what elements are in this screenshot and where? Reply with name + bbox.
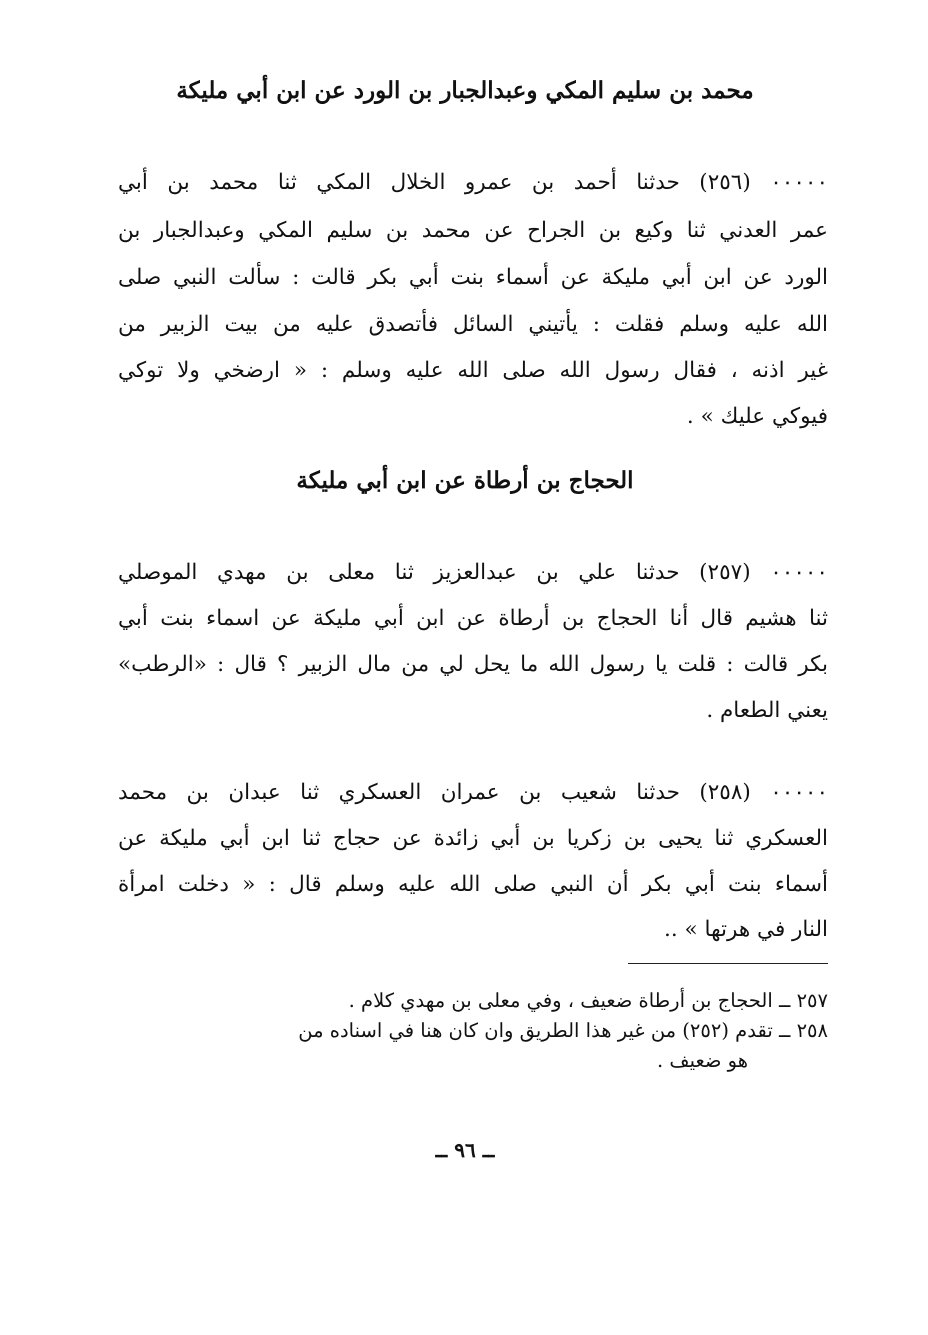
text-line: أسماء بنت أبي بكر أن النبي صلى الله عليه وسلم قال : « دخلت امرأة — [118, 872, 828, 897]
text-line: عمر العدني ثنا وكيع بن الجراح عن محمد بن سليم المكي وعبدالجبار بن — [118, 218, 828, 243]
text-line: الله عليه وسلم فقلت : يأتيني السائل فأتصدق عليه من بيت الزبير من — [118, 312, 828, 337]
text-line: العسكري ثنا يحيى بن زكريا بن أبي زائدة عن حجاج ثنا ابن أبي مليكة عن — [118, 826, 828, 851]
footnote-line: ٢٥٧ ــ الحجاج بن أرطاة ضعيف ، وفي معلى بن مهدي كلام . — [348, 989, 828, 1012]
text-line: ٠٠٠٠٠ (٢٥٧) حدثنا علي بن عبدالعزيز ثنا معلى بن مهدي الموصلي — [118, 560, 828, 585]
footnote-divider — [628, 963, 828, 964]
text-line: فيوكي عليك » . — [686, 404, 828, 429]
text-line: غير اذنه ، فقال رسول الله صلى الله عليه وسلم : « ارضخي ولا توكي — [118, 358, 828, 383]
footnote-line: ٢٥٨ ــ تقدم (٢٥٢) من غير هذا الطريق وان كان هنا في اسناده من — [298, 1019, 828, 1042]
text-line: ٠٠٠٠٠ (٢٥٦) حدثنا أحمد بن عمرو الخلال المكي ثنا محمد بن أبي — [118, 170, 828, 195]
footnote-line: هو ضعيف . — [657, 1049, 748, 1072]
text-line: يعني الطعام . — [706, 698, 828, 723]
page-number: ــ ٩٦ ــ — [435, 1138, 495, 1162]
text-line: ثنا هشيم قال أنا الحجاج بن أرطاة عن ابن أبي مليكة عن اسماء بنت أبي — [118, 606, 828, 631]
text-line: بكر قالت : قلت يا رسول الله ما يحل لي من مال الزبير ؟ قال : «الرطب» — [118, 652, 828, 677]
section-heading: محمد بن سليم المكي وعبدالجبار بن الورد عن ابن أبي مليكة — [176, 77, 754, 104]
text-line: النار في هرتها » .. — [664, 917, 828, 942]
section-heading: الحجاج بن أرطاة عن ابن أبي مليكة — [296, 467, 634, 494]
text-line: ٠٠٠٠٠ (٢٥٨) حدثنا شعيب بن عمران العسكري ثنا عبدان بن محمد — [118, 780, 828, 805]
text-line: الورد عن ابن أبي مليكة عن أسماء بنت أبي بكر قالت : سألت النبي صلى — [118, 265, 828, 290]
